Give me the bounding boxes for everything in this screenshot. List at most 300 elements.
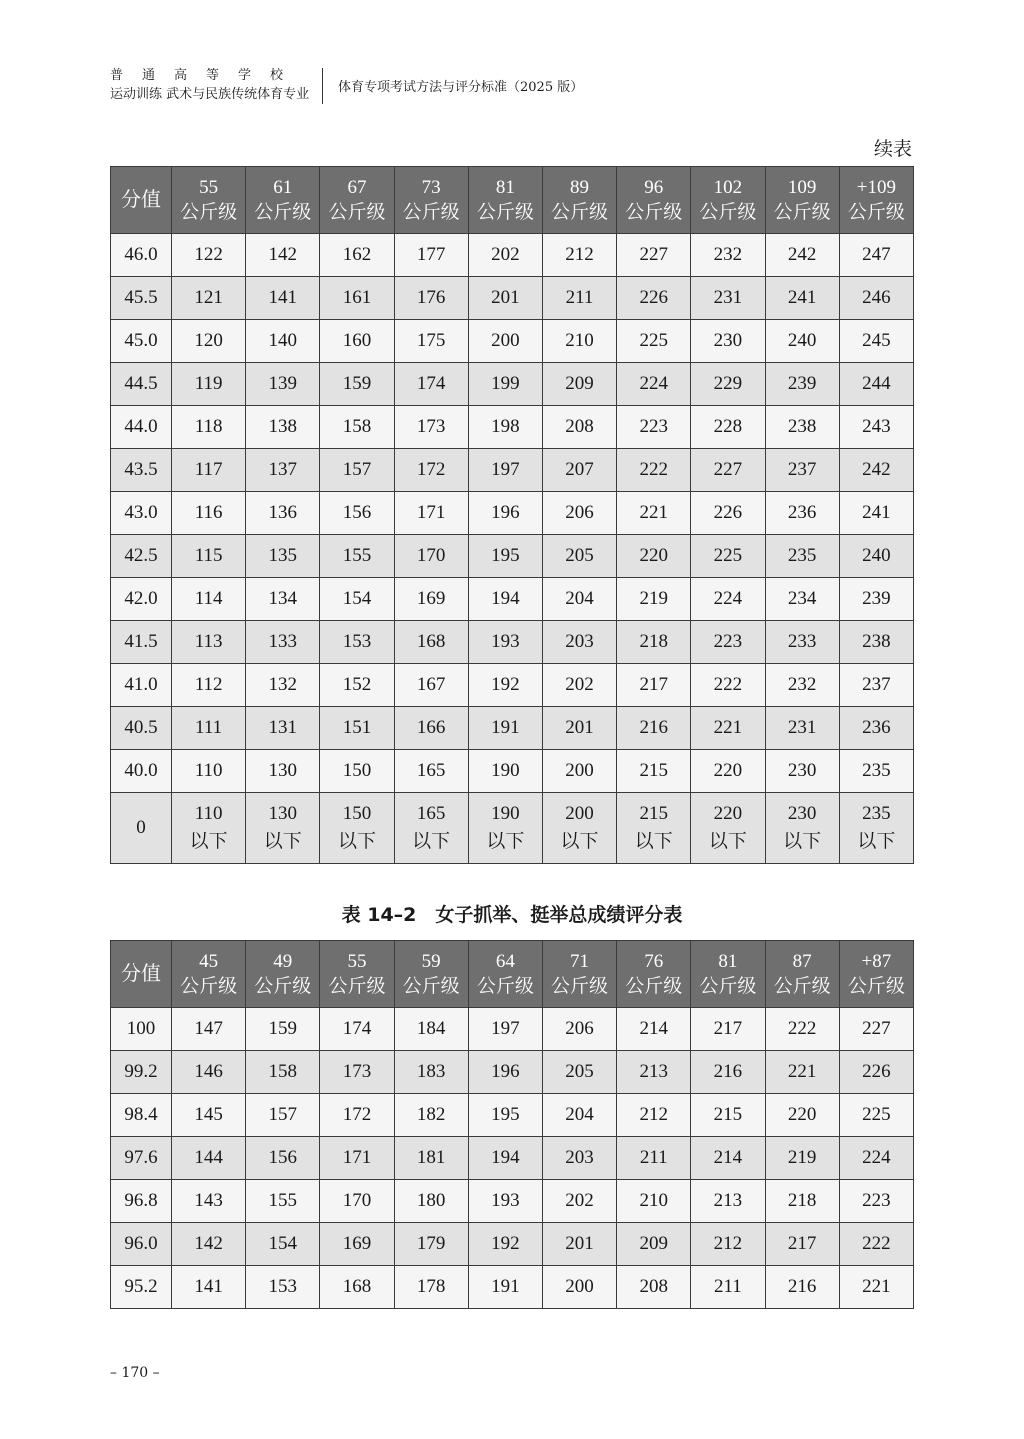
score-cell: 41.5: [111, 621, 172, 664]
weight-class-unit: 公斤级: [699, 202, 757, 223]
header-book-title: [110, 66, 320, 104]
table-caption: 表 14–2 女子抓举、挺举总成绩评分表: [341, 904, 683, 926]
value-cell: 209: [617, 1223, 691, 1266]
value-cell: 118: [172, 406, 246, 449]
value-cell: 112: [172, 664, 246, 707]
value-cell: 233: [765, 621, 839, 664]
value-cell: 171: [394, 492, 468, 535]
value-cell: 204: [542, 1094, 616, 1137]
value-cell: 225: [839, 1094, 913, 1137]
value-cell: 217: [765, 1223, 839, 1266]
value-cell: 170: [394, 535, 468, 578]
men-score-table-continued: [110, 166, 914, 864]
table-row: [111, 492, 914, 535]
value-cell: 238: [839, 621, 913, 664]
table-header-row: [111, 167, 914, 234]
value-cell: 236: [839, 707, 913, 750]
value-cell: 215: [691, 1094, 765, 1137]
value-cell: 218: [617, 621, 691, 664]
score-cell: 42.0: [111, 578, 172, 621]
value-cell: 223: [617, 406, 691, 449]
value-cell: 229: [691, 363, 765, 406]
threshold-suffix: 以下: [337, 831, 376, 852]
value-cell: 153: [246, 1266, 320, 1309]
score-cell: 96.0: [111, 1223, 172, 1266]
weight-class-unit: 公斤级: [551, 976, 609, 997]
value-cell: 137: [246, 449, 320, 492]
value-cell: 220: [617, 535, 691, 578]
value-cell: 246: [839, 277, 913, 320]
value-cell: 224: [617, 363, 691, 406]
value-cell: 220: [765, 1094, 839, 1137]
weight-class-header: [468, 167, 542, 234]
value-cell: 160: [320, 320, 394, 363]
weight-class-value: 49: [273, 951, 293, 972]
value-cell: 157: [246, 1094, 320, 1137]
value-cell: 122: [172, 234, 246, 277]
score-cell: 98.4: [111, 1094, 172, 1137]
value-cell: 216: [765, 1266, 839, 1309]
value-cell: 239: [765, 363, 839, 406]
value-cell: 178: [394, 1266, 468, 1309]
value-cell: 222: [765, 1008, 839, 1051]
score-cell: 96.8: [111, 1180, 172, 1223]
value-cell: 202: [542, 664, 616, 707]
threshold-suffix: 以下: [189, 831, 228, 852]
value-cell: 199: [468, 363, 542, 406]
value-cell: 238: [765, 406, 839, 449]
value-cell: 144: [172, 1137, 246, 1180]
score-cell: 43.5: [111, 449, 172, 492]
value-cell: 236: [765, 492, 839, 535]
value-cell: 138: [246, 406, 320, 449]
value-cell: 141: [246, 277, 320, 320]
weight-class-header: [468, 941, 542, 1008]
value-cell: 200: [542, 1266, 616, 1309]
value-cell: 153: [320, 621, 394, 664]
value-cell: 130: [246, 750, 320, 793]
value-cell: 225: [617, 320, 691, 363]
value-cell: 220: [691, 750, 765, 793]
value-cell: 201: [542, 1223, 616, 1266]
value-cell: 234: [765, 578, 839, 621]
value-cell: 142: [172, 1223, 246, 1266]
value-cell: 226: [617, 277, 691, 320]
threshold-value: 215: [639, 803, 668, 824]
value-cell: 151: [320, 707, 394, 750]
value-cell: 155: [320, 535, 394, 578]
value-cell: 121: [172, 277, 246, 320]
threshold-suffix: 以下: [634, 831, 673, 852]
value-cell: 244: [839, 363, 913, 406]
table-row: [111, 406, 914, 449]
weight-class-header: [765, 167, 839, 234]
weight-class-unit: 公斤级: [180, 202, 238, 223]
weight-class-header: [172, 167, 246, 234]
value-cell: 235: [839, 750, 913, 793]
table-row: [111, 1094, 914, 1137]
weight-class-value: 55: [199, 177, 219, 198]
weight-class-value: +109: [856, 177, 896, 198]
weight-class-value: 109: [787, 177, 817, 198]
value-cell: 194: [468, 1137, 542, 1180]
weight-class-header: [765, 941, 839, 1008]
weight-class-header: [691, 941, 765, 1008]
value-cell: 206: [542, 492, 616, 535]
weight-class-value: 71: [570, 951, 590, 972]
value-cell: 232: [691, 234, 765, 277]
value-cell: 172: [394, 449, 468, 492]
score-cell: 100: [111, 1008, 172, 1051]
weight-class-header: [172, 941, 246, 1008]
value-cell: 176: [394, 277, 468, 320]
value-cell: 237: [765, 449, 839, 492]
value-cell: 110: [172, 750, 246, 793]
value-cell: 116: [172, 492, 246, 535]
value-cell: 205: [542, 535, 616, 578]
value-cell: 182: [394, 1094, 468, 1137]
threshold-value: 200: [565, 803, 594, 824]
value-cell: [839, 793, 913, 864]
threshold-value: 110: [194, 803, 223, 824]
value-cell: 242: [839, 449, 913, 492]
value-cell: 135: [246, 535, 320, 578]
value-cell: 222: [691, 664, 765, 707]
value-cell: 141: [172, 1266, 246, 1309]
value-cell: 224: [691, 578, 765, 621]
value-cell: 239: [839, 578, 913, 621]
value-cell: 113: [172, 621, 246, 664]
value-cell: 174: [320, 1008, 394, 1051]
value-cell: 202: [542, 1180, 616, 1223]
score-column-header: 分值: [111, 941, 172, 1008]
value-cell: 158: [320, 406, 394, 449]
value-cell: 184: [394, 1008, 468, 1051]
table-row: [111, 449, 914, 492]
value-cell: 212: [691, 1223, 765, 1266]
threshold-value: 230: [787, 803, 817, 824]
value-cell: 147: [172, 1008, 246, 1051]
value-cell: 143: [172, 1180, 246, 1223]
value-cell: 156: [320, 492, 394, 535]
value-cell: 240: [839, 535, 913, 578]
value-cell: 180: [394, 1180, 468, 1223]
value-cell: 201: [542, 707, 616, 750]
threshold-value: 190: [491, 803, 520, 824]
threshold-value: 165: [416, 803, 446, 824]
weight-class-header: [246, 941, 320, 1008]
threshold-suffix: 以下: [857, 831, 896, 852]
weight-class-unit: 公斤级: [773, 976, 831, 997]
value-cell: 161: [320, 277, 394, 320]
value-cell: 152: [320, 664, 394, 707]
value-cell: 168: [394, 621, 468, 664]
value-cell: 203: [542, 1137, 616, 1180]
header-line-2: 运动训练 武术与民族传统体育专业: [110, 87, 310, 102]
value-cell: 173: [320, 1051, 394, 1094]
weight-class-header: [839, 167, 913, 234]
score-cell: 42.5: [111, 535, 172, 578]
weight-class-unit: 公斤级: [476, 976, 534, 997]
value-cell: 168: [320, 1266, 394, 1309]
score-cell: 99.2: [111, 1051, 172, 1094]
value-cell: 114: [172, 578, 246, 621]
table-row: [111, 664, 914, 707]
weight-class-unit: 公斤级: [402, 976, 460, 997]
value-cell: 240: [765, 320, 839, 363]
value-cell: 194: [468, 578, 542, 621]
weight-class-value: +87: [861, 951, 892, 972]
value-cell: [765, 793, 839, 864]
score-cell: 45.0: [111, 320, 172, 363]
weight-class-header: [394, 941, 468, 1008]
value-cell: 215: [617, 750, 691, 793]
value-cell: 169: [320, 1223, 394, 1266]
weight-class-header: [617, 167, 691, 234]
value-cell: 196: [468, 1051, 542, 1094]
table-row: [111, 1137, 914, 1180]
header-line-1: 普通高等学校: [110, 68, 303, 83]
weight-class-value: 76: [644, 951, 664, 972]
value-cell: 228: [691, 406, 765, 449]
continuation-label: 续表: [873, 138, 912, 160]
value-cell: 219: [617, 578, 691, 621]
value-cell: [468, 793, 542, 864]
table-row: [111, 535, 914, 578]
value-cell: 159: [246, 1008, 320, 1051]
table-row: [111, 234, 914, 277]
value-cell: 230: [691, 320, 765, 363]
score-column-header: 分值: [111, 167, 172, 234]
weight-class-value: 89: [570, 177, 590, 198]
weight-class-header: [320, 167, 394, 234]
value-cell: 237: [839, 664, 913, 707]
value-cell: 132: [246, 664, 320, 707]
table-row: [111, 320, 914, 363]
value-cell: 117: [172, 449, 246, 492]
value-cell: 133: [246, 621, 320, 664]
value-cell: 191: [468, 707, 542, 750]
value-cell: 214: [691, 1137, 765, 1180]
value-cell: 205: [542, 1051, 616, 1094]
value-cell: 219: [765, 1137, 839, 1180]
value-cell: 232: [765, 664, 839, 707]
value-cell: 207: [542, 449, 616, 492]
value-cell: 227: [691, 449, 765, 492]
value-cell: 195: [468, 535, 542, 578]
weight-class-value: 61: [273, 177, 293, 198]
weight-class-unit: 公斤级: [254, 202, 312, 223]
value-cell: 142: [246, 234, 320, 277]
value-cell: 208: [542, 406, 616, 449]
weight-class-value: 81: [718, 951, 738, 972]
value-cell: 165: [394, 750, 468, 793]
value-cell: 111: [172, 707, 246, 750]
weight-class-value: 73: [421, 177, 441, 198]
weight-class-value: 55: [347, 951, 367, 972]
weight-class-value: 45: [199, 951, 219, 972]
value-cell: [691, 793, 765, 864]
value-cell: 179: [394, 1223, 468, 1266]
page-number: – 170 –: [110, 1365, 160, 1381]
value-cell: 225: [691, 535, 765, 578]
weight-class-unit: 公斤级: [625, 976, 683, 997]
value-cell: 212: [542, 234, 616, 277]
weight-class-header: [542, 941, 616, 1008]
value-cell: 172: [320, 1094, 394, 1137]
table-row: [111, 750, 914, 793]
table-row: [111, 1180, 914, 1223]
threshold-suffix: 以下: [263, 831, 302, 852]
value-cell: 134: [246, 578, 320, 621]
table-row: [111, 707, 914, 750]
value-cell: 204: [542, 578, 616, 621]
value-cell: 170: [320, 1180, 394, 1223]
value-cell: [320, 793, 394, 864]
threshold-value: 150: [342, 803, 372, 824]
weight-class-unit: 公斤级: [847, 202, 905, 223]
table-row: [111, 578, 914, 621]
value-cell: 154: [246, 1223, 320, 1266]
value-cell: 197: [468, 449, 542, 492]
weight-class-value: 81: [495, 177, 515, 198]
score-cell: 0: [111, 793, 172, 864]
value-cell: 175: [394, 320, 468, 363]
value-cell: 145: [172, 1094, 246, 1137]
value-cell: 169: [394, 578, 468, 621]
value-cell: 131: [246, 707, 320, 750]
value-cell: 202: [468, 234, 542, 277]
weight-class-unit: 公斤级: [476, 202, 534, 223]
weight-class-value: 96: [644, 177, 664, 198]
value-cell: 154: [320, 578, 394, 621]
value-cell: 211: [617, 1137, 691, 1180]
header-chapter-title: 体育专项考试方法与评分标准（2025 版）: [338, 80, 584, 95]
value-cell: 206: [542, 1008, 616, 1051]
weight-class-value: 87: [792, 951, 812, 972]
value-cell: 173: [394, 406, 468, 449]
value-cell: 224: [839, 1137, 913, 1180]
value-cell: [617, 793, 691, 864]
weight-class-value: 67: [347, 177, 367, 198]
value-cell: 242: [765, 234, 839, 277]
weight-class-unit: 公斤级: [773, 202, 831, 223]
weight-class-unit: 公斤级: [180, 976, 238, 997]
weight-class-header: [394, 167, 468, 234]
value-cell: 226: [839, 1051, 913, 1094]
value-cell: 195: [468, 1094, 542, 1137]
value-cell: 243: [839, 406, 913, 449]
value-cell: 241: [839, 492, 913, 535]
value-cell: 200: [542, 750, 616, 793]
weight-class-value: 64: [495, 951, 515, 972]
score-cell: 95.2: [111, 1266, 172, 1309]
weight-class-unit: 公斤级: [699, 976, 757, 997]
value-cell: 212: [617, 1094, 691, 1137]
value-cell: 192: [468, 1223, 542, 1266]
value-cell: 227: [839, 1008, 913, 1051]
value-cell: 221: [765, 1051, 839, 1094]
value-cell: 140: [246, 320, 320, 363]
value-cell: 157: [320, 449, 394, 492]
value-cell: 203: [542, 621, 616, 664]
value-cell: 221: [617, 492, 691, 535]
value-cell: 171: [320, 1137, 394, 1180]
value-cell: [542, 793, 616, 864]
value-cell: 208: [617, 1266, 691, 1309]
value-cell: 217: [617, 664, 691, 707]
weight-class-value: 59: [421, 951, 441, 972]
value-cell: 247: [839, 234, 913, 277]
table-row: [111, 1223, 914, 1266]
value-cell: 226: [691, 492, 765, 535]
table-row: [111, 363, 914, 406]
score-cell: 97.6: [111, 1137, 172, 1180]
value-cell: 191: [468, 1266, 542, 1309]
score-cell: 40.5: [111, 707, 172, 750]
score-cell: 44.0: [111, 406, 172, 449]
table-row: [111, 1266, 914, 1309]
value-cell: [394, 793, 468, 864]
value-cell: 230: [765, 750, 839, 793]
value-cell: 155: [246, 1180, 320, 1223]
weight-class-unit: 公斤级: [402, 202, 460, 223]
value-cell: 241: [765, 277, 839, 320]
threshold-suffix: 以下: [486, 831, 525, 852]
value-cell: 174: [394, 363, 468, 406]
value-cell: 115: [172, 535, 246, 578]
value-cell: 213: [691, 1180, 765, 1223]
value-cell: 159: [320, 363, 394, 406]
value-cell: 120: [172, 320, 246, 363]
threshold-value: 220: [713, 803, 743, 824]
weight-class-unit: 公斤级: [625, 202, 683, 223]
value-cell: 213: [617, 1051, 691, 1094]
value-cell: 196: [468, 492, 542, 535]
value-cell: 227: [617, 234, 691, 277]
value-cell: 181: [394, 1137, 468, 1180]
value-cell: 183: [394, 1051, 468, 1094]
value-cell: 235: [765, 535, 839, 578]
value-cell: 221: [691, 707, 765, 750]
value-cell: 139: [246, 363, 320, 406]
weight-class-unit: 公斤级: [254, 976, 312, 997]
value-cell: 211: [542, 277, 616, 320]
value-cell: 136: [246, 492, 320, 535]
value-cell: 201: [468, 277, 542, 320]
table-row: [111, 1008, 914, 1051]
table-header-row: [111, 941, 914, 1008]
value-cell: 193: [468, 621, 542, 664]
weight-class-unit: 公斤级: [328, 202, 386, 223]
value-cell: 217: [691, 1008, 765, 1051]
value-cell: 222: [839, 1223, 913, 1266]
value-cell: 177: [394, 234, 468, 277]
threshold-suffix: 以下: [783, 831, 822, 852]
value-cell: 231: [765, 707, 839, 750]
threshold-suffix: 以下: [560, 831, 599, 852]
threshold-value: 235: [862, 803, 891, 824]
value-cell: 146: [172, 1051, 246, 1094]
weight-class-header: [542, 167, 616, 234]
value-cell: 197: [468, 1008, 542, 1051]
score-cell: 40.0: [111, 750, 172, 793]
table-row: [111, 621, 914, 664]
value-cell: 221: [839, 1266, 913, 1309]
weight-class-header: [320, 941, 394, 1008]
value-cell: 200: [468, 320, 542, 363]
value-cell: 190: [468, 750, 542, 793]
